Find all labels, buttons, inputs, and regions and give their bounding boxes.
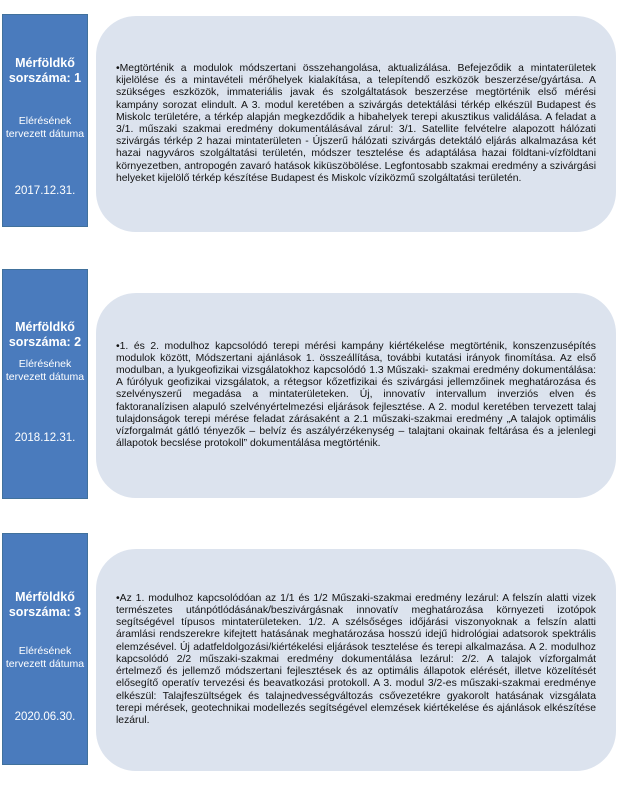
milestone-label-box <box>2 533 88 765</box>
target-date: 2017.12.31. <box>14 185 76 197</box>
milestone-label-box <box>2 14 88 227</box>
target-date: 2018.12.31. <box>14 432 76 444</box>
milestone-description: •Az 1. modulhoz kapcsolódóan az 1/1 és 1/2 Műszaki-szakmai eredmény lezárul: A felszín alatti vizek természetes utánpótlódásának/beszivárgásnak innovatív meghatározása környezeti izotópok segítségével típusos mintaterületeken. 1/2. A szélsőséges időjárási viszonyoknak a felszín alatti áramlási rendszerekre kifejtett hatásának meghatározása hosszú idejű hidrológiai adatsorok spektrális elemzésével. Új adatfeldolgozási/kiértékelési eljárások tesztelése és terepi alkalmazása. A 2. modulhoz kapcsolódó 2/2 műszaki-szakmai eredmény dokumentálása lezárul: 2/2. A talajok vízforgalmát értelmező és jellemző módszertani fejlesztések és az optimális állapotok elérését, illetve közelítését elősegítő operatív tervezési és beavatkozási protokoll. A 3. modul 3/2-es műszaki-szakmai eredménye elkészül: Talajfeszültségek és talajnedvességváltozás csővezetékre gyakorolt hatásának vizsgálata terepi mérések, geotechnikai modellezés segítségével elemzések kiértékelése és ajánlások elkészítése lezárul. <box>116 592 596 726</box>
milestone-label-box <box>2 269 88 499</box>
milestone-description-card <box>96 293 616 498</box>
milestone-description-card <box>96 16 616 232</box>
target-date: 2020.06.30. <box>14 711 76 723</box>
milestone-description-card <box>96 549 616 771</box>
milestone-title: Mérföldkő sorszáma: 3 <box>8 590 82 619</box>
milestone-description: •Megtörténik a modulok módszertani összehangolása, aktualizálása. Befejeződik a mintaterületek kijelölése és a mintavételi mérőhelyek kialakítása, a telepítendő eszközök beszerzése/gyártása. A szükséges eszközök, immateriális javak és szolgáltatások beszerzése megtörténik első mérési kampány sorozat elindult. A 3. modul keretében a szivárgás detektálási térkép elkészül Budapest és Miskolc területére, a térkép alapján megkezdődik a hibahelyek terepi akusztikus validálása. A feladat a 3/1. műszaki szakmai eredmény dokumentálásával zárul: 3/1. Satellite felvételre alapozott hálózati szivárgás térkép 2 hazai mintaterületen - Újszerű hálózati szivárgás detektáló eljárás alkalmazása két hazai nagyváros szolgáltatási területén, módszer tesztelése és adaptálása hazai földtani-vízföldtani környezetben, antropogén zavaró hatások kiküszöbölése. Legfontosabb szakmai eredmény a szivárgási helyeket kijelölő térkép készítése Budapest és Miskolc víziközmű szolgáltatási területén. <box>116 62 596 184</box>
milestone-title: Mérföldkő sorszáma: 1 <box>8 56 82 85</box>
milestone-title: Mérföldkő sorszáma: 2 <box>8 320 82 349</box>
target-date-label: Elérésének tervezett dátuma <box>5 115 85 140</box>
target-date-label: Elérésének tervezett dátuma <box>5 358 85 383</box>
target-date-label: Elérésének tervezett dátuma <box>5 645 85 670</box>
milestone-description: •1. és 2. modulhoz kapcsolódó terepi mérési kampány kiértékelése megtörténik, konszenzusépítés modulok között, Módszertani ajánlások 1. összeállítása, további kutatási irányok finomítása. Az első modulban, a lyukgeofizikai vizsgálatokhoz kapcsolódó 1.3 Műszaki- szakmai eredmény dokumentálása: A fúrólyuk geofizikai vizsgálatok, a rétegsor kőzetfizikai és szivárgási jellemzőinek meghatározása és szelvényszerű megadása a mintaterületeken. Új, innovatív intervallum inverziós elven és faktoranalízisen alapuló szelvényértelmezési eljárások fejlesztése. A 2. modul keretében tervezett talaj tulajdonságok terepi mérése feladat zárásaként a 2.1 műszaki-szakmai eredmény „A talajok optimális vízforgalmát gátló tényezők – belvíz és aszályérzékenység – talajtani okainak feltárása és a jelenlegi állapotok becslése protokoll” dokumentálása megtörténik. <box>116 340 596 450</box>
